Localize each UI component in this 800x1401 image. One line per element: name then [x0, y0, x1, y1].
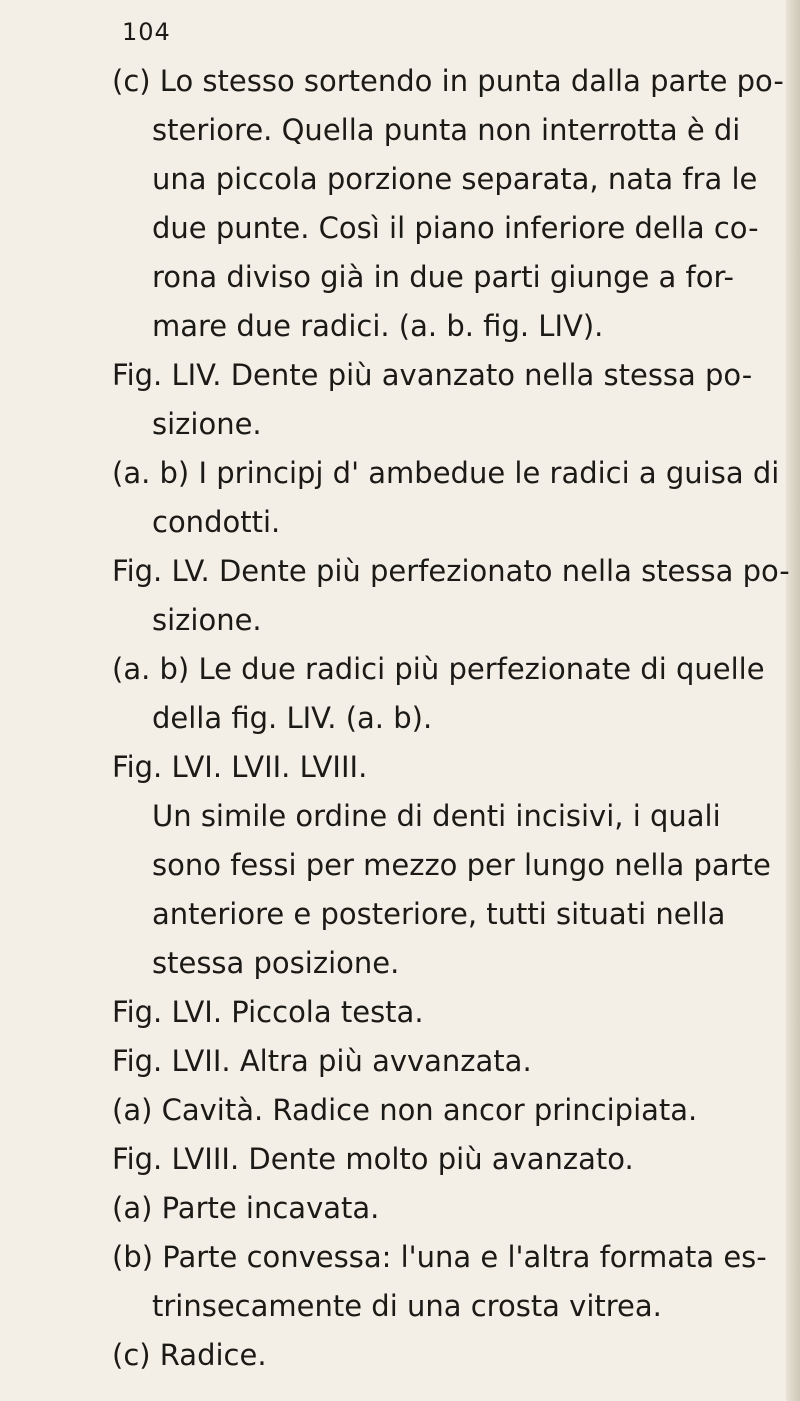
text-line: (a) Parte incavata. — [112, 1191, 380, 1225]
text-line: Fig. LVIII. Dente molto più avanzato. — [112, 1142, 634, 1176]
page-number: 104 — [122, 18, 171, 46]
text-line: rona diviso già in due parti giunge a for- — [152, 260, 735, 294]
text-line: Fig. LVII. Altra più avvanzata. — [112, 1044, 532, 1078]
text-line: sizione. — [152, 407, 262, 441]
text-line: condotti. — [152, 505, 281, 539]
text-line: sono fessi per mezzo per lungo nella parte — [152, 848, 771, 882]
text-line: due punte. Così il piano inferiore della co- — [152, 211, 759, 245]
text-line: anteriore e posteriore, tutti situati nella — [152, 897, 726, 931]
text-line: (a) Cavità. Radice non ancor principiata. — [112, 1093, 698, 1127]
text-line: una piccola porzione separata, nata fra le — [152, 162, 758, 196]
text-line: Fig. LV. Dente più perfezionato nella stessa po- — [112, 554, 790, 588]
text-line: (c) Radice. — [112, 1338, 267, 1372]
text-line: (b) Parte convessa: l'una e l'altra formata es- — [112, 1240, 767, 1274]
text-line: Fig. LVI. LVII. LVIII. — [112, 750, 368, 784]
text-line: trinsecamente di una crosta vitrea. — [152, 1289, 662, 1323]
page-edge — [786, 0, 800, 1401]
text-line: stessa posizione. — [152, 946, 400, 980]
text-line: (c) Lo stesso sortendo in punta dalla parte po- — [112, 64, 784, 98]
text-line: della fig. LIV. (a. b). — [152, 701, 433, 735]
text-line: Fig. LVI. Piccola testa. — [112, 995, 424, 1029]
text-line: steriore. Quella punta non interrotta è di — [152, 113, 741, 147]
text-line: sizione. — [152, 603, 262, 637]
text-line: Fig. LIV. Dente più avanzato nella stessa po- — [112, 358, 753, 392]
text-line: (a. b) Le due radici più perfezionate di quelle — [112, 652, 765, 686]
text-line: (a. b) I principj d' ambedue le radici a guisa di — [112, 456, 780, 490]
text-line: Un simile ordine di denti incisivi, i quali — [152, 799, 721, 833]
text-line: mare due radici. (a. b. fig. LIV). — [152, 309, 604, 343]
